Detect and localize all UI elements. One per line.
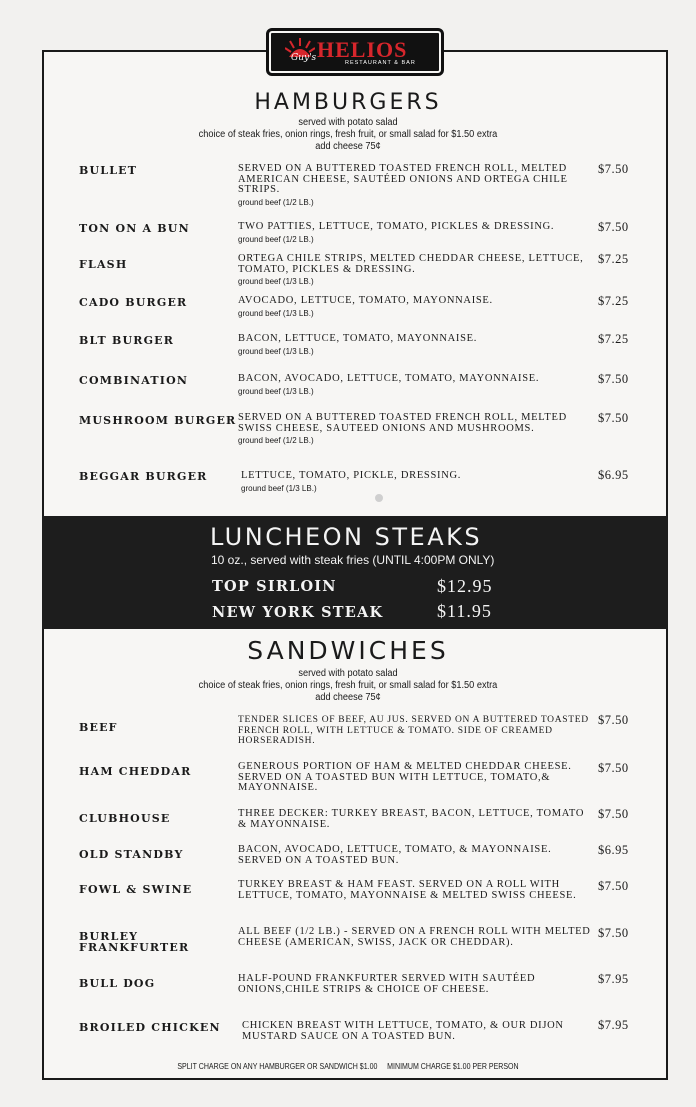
hamburgers-subtitle-3: add cheese 75¢ (315, 141, 381, 152)
burger-name: BLT BURGER (79, 334, 175, 347)
burger-name: COMBINATION (79, 374, 189, 387)
sandwich-name: BULL DOG (79, 977, 156, 990)
burger-price: $6.95 (598, 468, 629, 482)
logo-name: HELIOS (317, 37, 408, 62)
burger-note: ground beef (1/3 LB.) (238, 386, 314, 396)
burger-desc (238, 222, 594, 245)
sandwich-name: OLD STANDBY (79, 848, 184, 861)
logo-tagline: RESTAURANT & BAR (345, 60, 416, 66)
sandwich-desc: BACON, AVOCADO, LETTUCE, TOMATO, & MAYONNAISE. SERVED ON A TOASTED BUN. (238, 844, 552, 866)
burger-desc-text: TWO PATTIES, LETTUCE, TOMATO, PICKLES & DRESSING. (238, 221, 555, 232)
sandwich-desc: HALF-POUND FRANKFURTER SERVED WITH SAUTÉED ONIONS,CHILE STRIPS & CHOICE OF CHEESE. (238, 973, 536, 995)
sandwiches-subtitle-1: served with potato salad (298, 668, 398, 679)
burger-desc-text: SERVED ON A BUTTERED TOASTED FRENCH ROLL, MELTED SWISS CHEESE, SAUTEED ONIONS AND MUSHROOMS. (238, 412, 567, 434)
burger-price: $7.25 (598, 294, 629, 308)
sandwich-price: $7.50 (598, 879, 629, 893)
sandwich-price: $7.50 (598, 713, 629, 727)
burger-desc (238, 296, 594, 319)
burger-desc-text: ORTEGA CHILE STRIPS, MELTED CHEDDAR CHEESE, LETTUCE, TOMATO, PICKLES & DRESSING. (238, 253, 584, 275)
hamburgers-subtitle-1: served with potato salad (298, 117, 398, 128)
burger-note: ground beef (1/3 LB.) (238, 346, 314, 356)
sandwich-price: $7.95 (598, 972, 629, 986)
burger-note: ground beef (1/2 LB.) (238, 197, 314, 207)
sandwiches-subtitle-2: choice of steak fries, onion rings, fresh fruit, or small salad for $1.50 extra (198, 680, 498, 691)
sandwich-desc: TURKEY BREAST & HAM FEAST. SERVED ON A ROLL WITH LETTUCE, TOMATO, MAYONNAISE & MELTED SWISS CHEESE. (238, 879, 577, 901)
burger-note: ground beef (1/3 LB.) (241, 483, 317, 493)
sandwich-name: CLUBHOUSE (79, 812, 171, 825)
burger-desc-text: LETTUCE, TOMATO, PICKLE, DRESSING. (241, 470, 462, 481)
burger-desc (238, 164, 594, 208)
sandwich-name: FOWL & SWINE (79, 883, 193, 896)
sandwich-price: $6.95 (598, 843, 629, 857)
burger-desc-text: AVOCADO, LETTUCE, TOMATO, MAYONNAISE. (238, 295, 493, 306)
footer-note: SPLIT CHARGE ON ANY HAMBURGER OR SANDWICH $1.00 MINIMUM CHARGE $1.00 PER PERSON (177, 1062, 519, 1071)
sandwich-name: BURLEY FRANKFURTER (79, 930, 190, 954)
logo-script: Guy's (291, 53, 317, 63)
sandwich-name: BEEF (79, 721, 118, 734)
burger-name: BEGGAR BURGER (79, 470, 208, 483)
sandwiches-title: SANDWICHES (247, 636, 449, 665)
burger-desc (238, 334, 594, 357)
burger-price: $7.25 (598, 332, 629, 346)
burger-price: $7.50 (598, 411, 629, 425)
burger-note: ground beef (1/3 LB.) (238, 308, 314, 318)
burger-price: $7.50 (598, 220, 629, 234)
steak-price: $12.95 (437, 576, 493, 596)
burger-price: $7.25 (598, 252, 629, 266)
burger-desc (241, 471, 597, 494)
burger-desc-text: SERVED ON A BUTTERED TOASTED FRENCH ROLL, MELTED AMERICAN CHEESE, SAUTÉED ONIONS AND ORTEGA CHILE STRIPS. (238, 163, 568, 196)
burger-name: BULLET (79, 164, 138, 177)
burger-name: MUSHROOM BURGER (79, 414, 237, 427)
steak-name: NEW YORK STEAK (212, 604, 384, 621)
burger-name: CADO BURGER (79, 296, 188, 309)
sandwich-price: $7.50 (598, 926, 629, 940)
hamburgers-title: HAMBURGERS (254, 90, 442, 115)
steak-price: $11.95 (437, 601, 492, 621)
sandwich-desc: TENDER SLICES OF BEEF, AU JUS. SERVED ON A BUTTERED TOASTED FRENCH ROLL, WITH LETTUCE & TOMATO. SIDE OF CREAMED HORSERADISH. (238, 715, 589, 747)
helios-logo (266, 28, 444, 76)
burger-desc-text: BACON, AVOCADO, LETTUCE, TOMATO, MAYONNAISE. (238, 373, 540, 384)
burger-desc (238, 413, 594, 447)
burger-note: ground beef (1/3 LB.) (238, 277, 314, 287)
decorative-dot (375, 494, 383, 502)
burger-desc (238, 254, 594, 288)
burger-name: FLASH (79, 258, 128, 271)
burger-note: ground beef (1/2 LB.) (238, 234, 314, 244)
sandwich-price: $7.95 (598, 1018, 629, 1032)
burger-price: $7.50 (598, 162, 629, 176)
sandwich-price: $7.50 (598, 807, 629, 821)
sandwich-desc: GENEROUS PORTION OF HAM & MELTED CHEDDAR CHEESE. SERVED ON A TOASTED BUN WITH LETTUCE, TOMATO,& MAYONNAISE. (238, 761, 572, 794)
steaks-subtitle: 10 oz., served with steak fries (UNTIL 4:00PM ONLY) (211, 553, 495, 567)
sandwich-name: HAM CHEDDAR (79, 765, 192, 778)
sandwiches-subtitle-3: add cheese 75¢ (315, 692, 381, 703)
steak-name: TOP SIRLOIN (212, 578, 337, 595)
sandwich-price: $7.50 (598, 761, 629, 775)
burger-desc (238, 374, 594, 397)
sandwich-desc: ALL BEEF (1/2 LB.) - SERVED ON A FRENCH ROLL WITH MELTED CHEESE (AMERICAN, SWISS, JACK OR CHEDDAR). (238, 926, 591, 948)
burger-price: $7.50 (598, 372, 629, 386)
burger-name: TON ON A BUN (79, 222, 190, 235)
hamburgers-subtitle-2: choice of steak fries, onion rings, fresh fruit, or small salad for $1.50 extra (198, 129, 498, 140)
steaks-title: LUNCHEON STEAKS (210, 523, 483, 551)
burger-note: ground beef (1/2 LB.) (238, 436, 314, 446)
sandwich-name: BROILED CHICKEN (79, 1021, 221, 1034)
burger-desc-text: BACON, LETTUCE, TOMATO, MAYONNAISE. (238, 333, 478, 344)
sandwich-desc: CHICKEN BREAST WITH LETTUCE, TOMATO, & OUR DIJON MUSTARD SAUCE ON A TOASTED BUN. (242, 1020, 564, 1042)
sandwich-desc: THREE DECKER: TURKEY BREAST, BACON, LETTUCE, TOMATO & MAYONNAISE. (238, 808, 585, 830)
